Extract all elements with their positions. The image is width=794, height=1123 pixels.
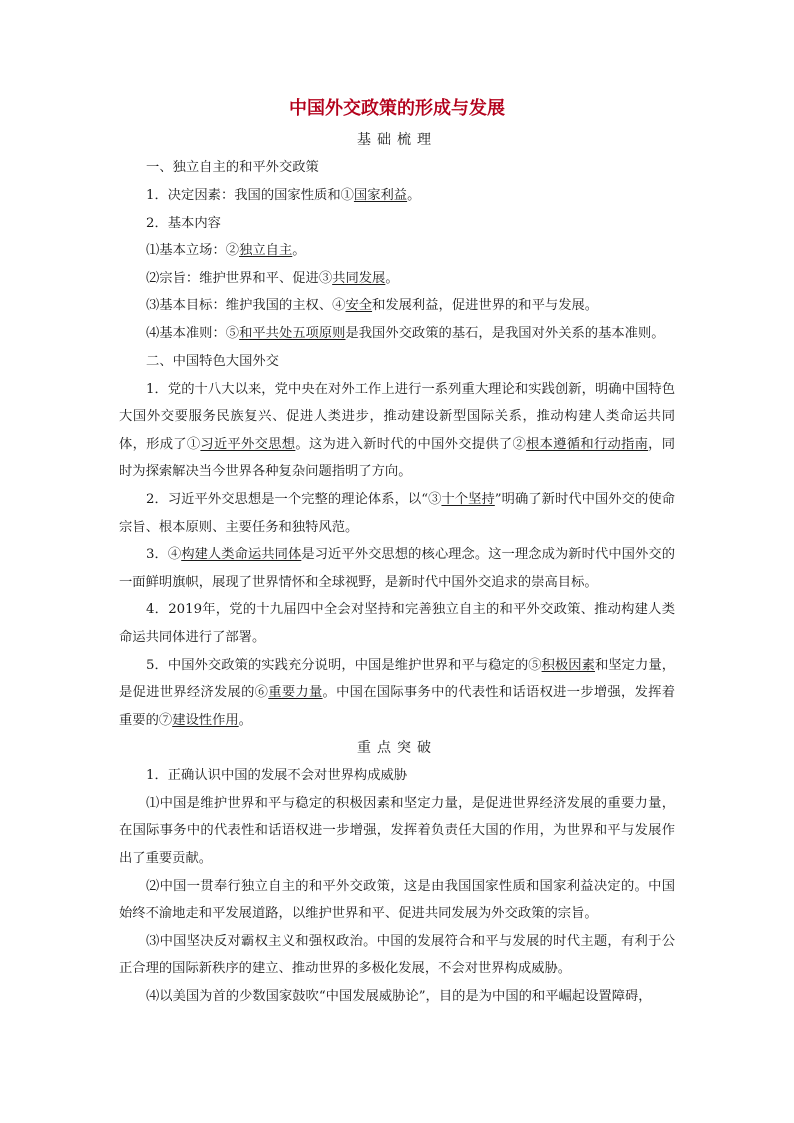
paragraph-principle: ⑷基本准则：⑤和平共处五项原则是我国外交政策的基石，是我国对外关系的基本准则。: [146, 325, 665, 341]
answer-blank: 积极因素: [541, 657, 595, 673]
paragraph-diplomacy-4: 4．2019年，党的十九届四中全会对坚持和完善独立自主的和平外交政策、推动构建人类命运共同体进行了部署。: [119, 602, 675, 645]
paragraph-key-1-1: ⑴中国是维护世界和平与稳定的积极因素和坚定力量，是促进世界经济发展的重要力量，在国际事务中的代表性和话语权进一步增强，发挥着负责任大国的作用，为世界和平与发展作出了重要贡献。: [119, 795, 675, 867]
paragraph-decisive-factor: 1．决定因素：我国的国家性质和①国家利益。: [146, 188, 421, 203]
heading-2: 二、中国特色大国外交: [146, 353, 279, 369]
paragraph-goal: ⑶基本目标：维护我国的主权、④安全和发展利益，促进世界的和平与发展。: [146, 298, 599, 314]
answer-blank: 重要力量: [268, 685, 323, 701]
answer-blank: 独立自主: [239, 243, 293, 259]
document-page: [119, 92, 675, 1011]
paragraph-diplomacy-1: 1．党的十八大以来，党中央在对外工作上进行一系列重大理论和实践创新，明确中国特色大国外交要服务民族复兴、促进人类进步，推动建设新型国际关系，推动构建人类命运共同体，形成了①习近平外交思想。这为进入新时代的中国外交提供了②根本遵循和行动指南，同时为探索解决当今世界各种复杂问题指明了方向。: [119, 381, 676, 480]
answer-blank: 国家利益: [353, 188, 408, 203]
answer-blank: 构建人类命运共同体: [181, 547, 302, 563]
paragraph-diplomacy-5: 5．中国外交政策的实践充分说明，中国是维护世界和平与稳定的⑤积极因素和坚定力量，是促进世界经济发展的⑥重要力量。中国在国际事务中的代表性和话语权进一步增强，发挥着重要的⑦建设性作用。: [119, 657, 676, 728]
paragraph-diplomacy-3: 3．④构建人类命运共同体是习近平外交思想的核心理念。这一理念成为新时代中国外交的一面鲜明旗帜，展现了世界情怀和全球视野，是新时代中国外交追求的崇高目标。: [119, 547, 676, 590]
document-title: 中国外交政策的形成与发展: [289, 98, 505, 119]
answer-blank: 共同发展: [332, 270, 386, 286]
answer-blank: 建设性作用: [172, 712, 239, 728]
paragraph-key-1-3: ⑶中国坚决反对霸权主义和强权政治。中国的发展符合和平与发展的时代主题，有利于公正合理的国际新秩序的建立、推动世界的多极化发展，不会对世界构成威胁。: [119, 933, 675, 977]
heading-1: 一、独立自主的和平外交政策: [146, 160, 319, 175]
paragraph-purpose: ⑵宗旨：维护世界和平、促进③共同发展。: [146, 270, 399, 286]
paragraph-key-1-4: ⑷以美国为首的少数国家鼓吹“中国发展威胁论”，目的是为中国的和平崛起设置障碍，: [146, 989, 652, 1005]
paragraph-key-1: 1．正确认识中国的发展不会对世界构成威胁: [146, 768, 408, 784]
answer-blank: 和平共处五项原则: [239, 325, 346, 341]
answer-blank: 安全: [345, 298, 373, 314]
paragraph-key-1-2: ⑵中国一贯奉行独立自主的和平外交政策，这是由我国国家性质和国家利益决定的。中国始终不渝地走和平发展道路，以维护世界和平、促进共同发展为外交政策的宗旨。: [119, 878, 675, 922]
section-heading-key-points: 重点突破: [357, 740, 437, 757]
paragraph-diplomacy-2: 2．习近平外交思想是一个完整的理论体系，以“③十个坚持”明确了新时代中国外交的使命宗旨、根本原则、主要任务和独特风范。: [119, 491, 675, 535]
paragraph-stance: ⑴基本立场：②独立自主。: [146, 243, 306, 259]
answer-blank: 习近平外交思想: [200, 436, 296, 452]
answer-blank: 根本遵循和行动指南: [526, 436, 649, 452]
answer-blank: 十个坚持: [441, 491, 495, 507]
paragraph-basic-content: 2．基本内容: [146, 215, 221, 231]
section-heading-basics: 基础梳理: [357, 132, 437, 148]
